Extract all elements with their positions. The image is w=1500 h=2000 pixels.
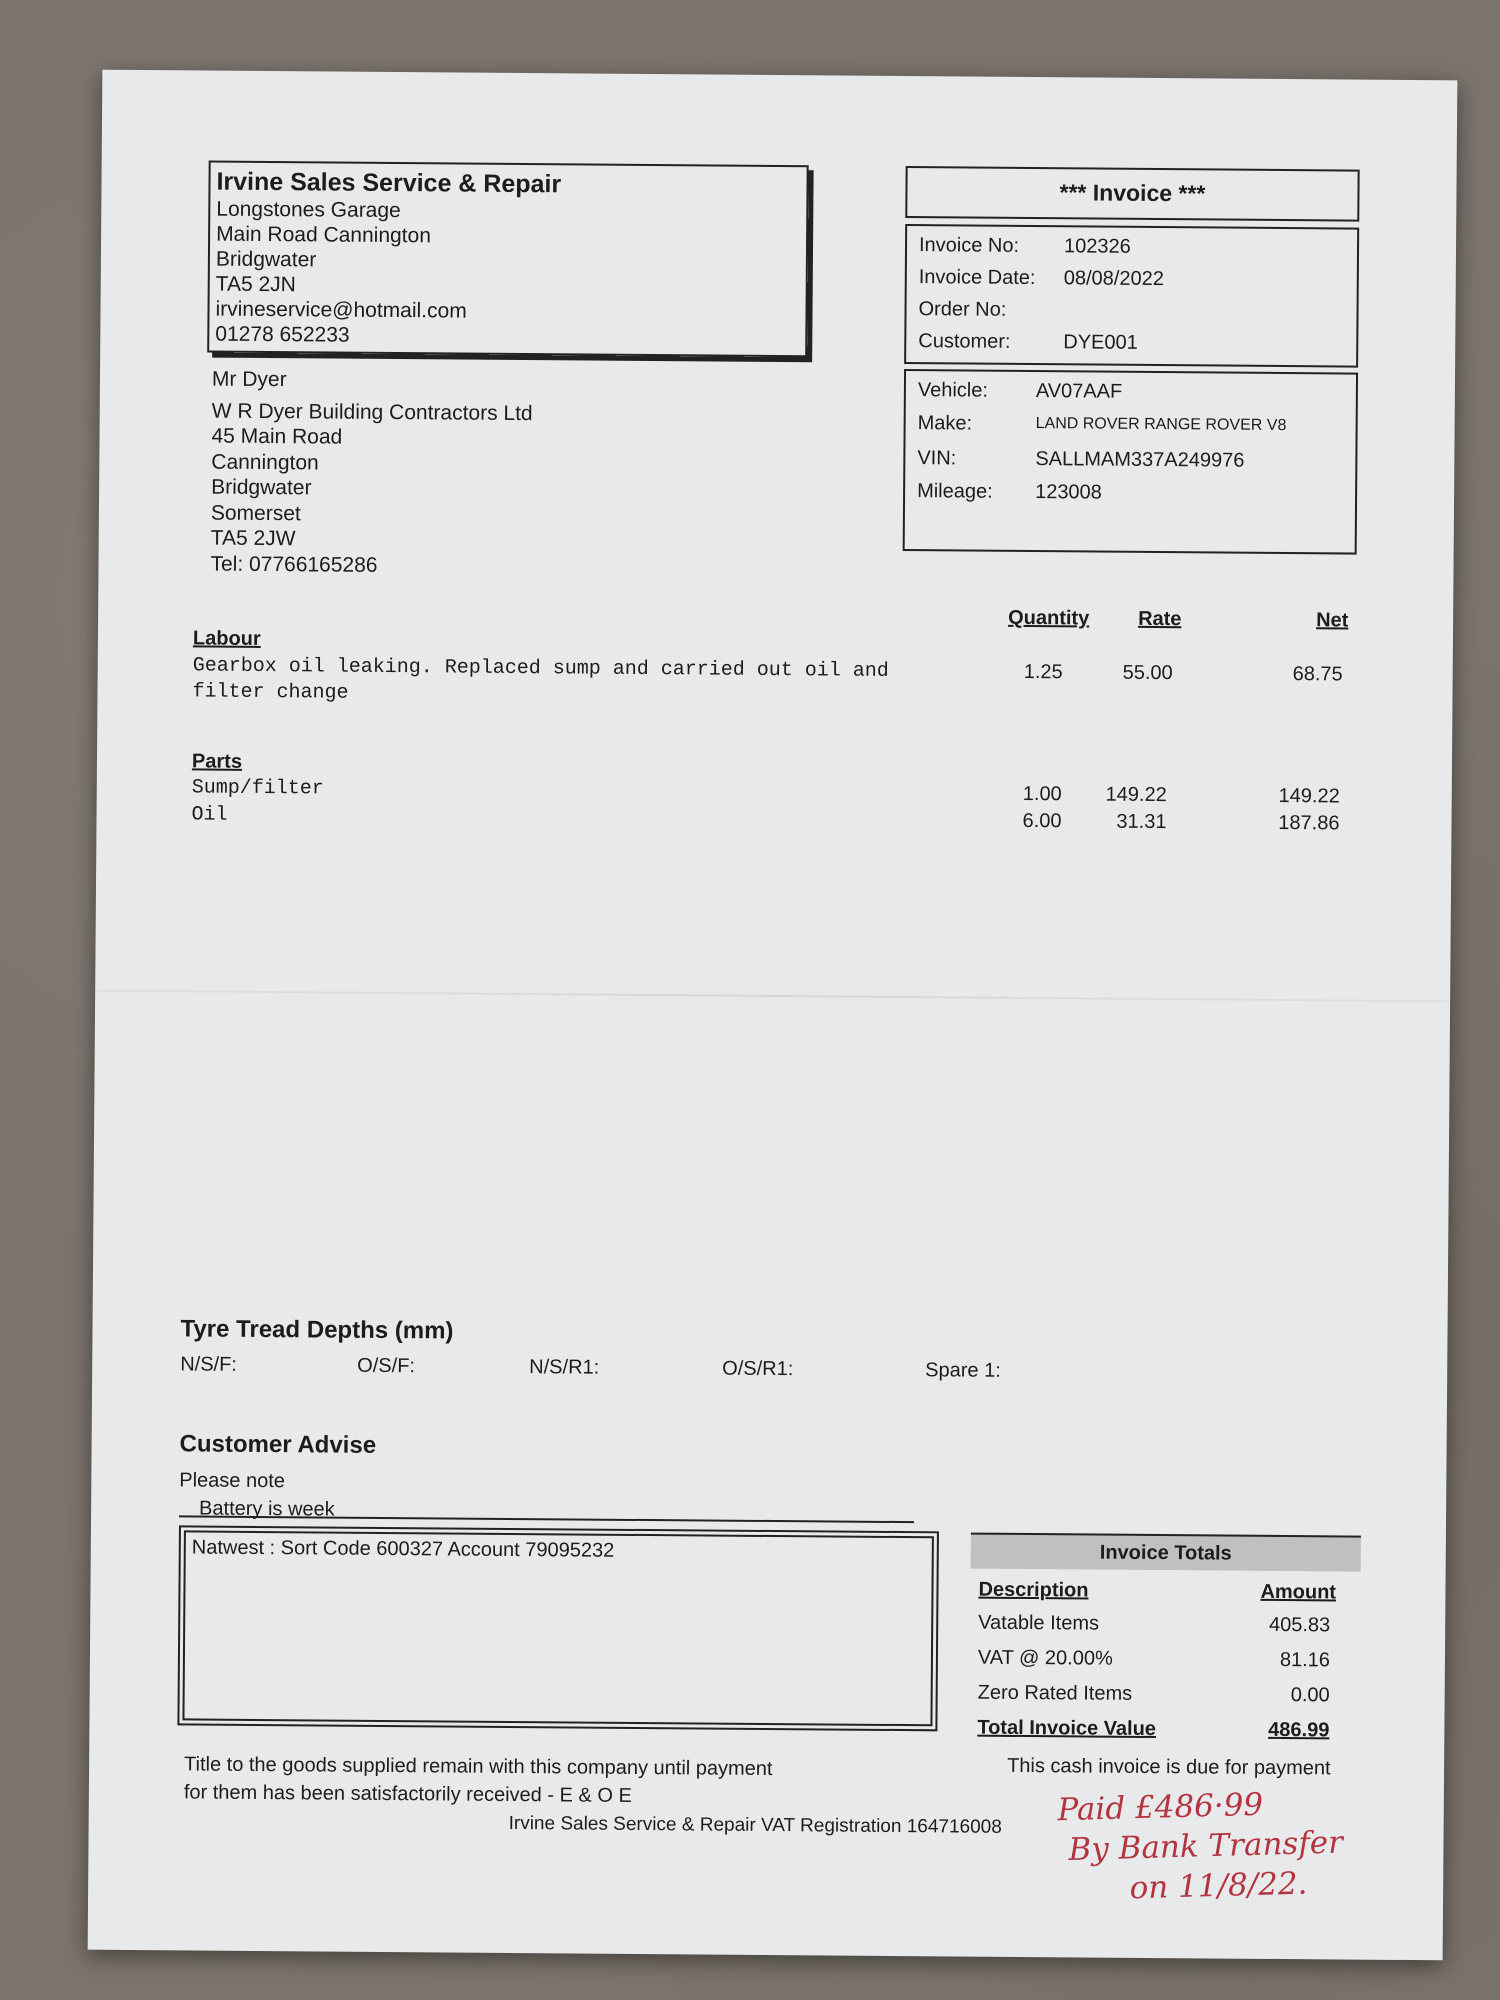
part-quantity: 6.00 — [1022, 809, 1062, 833]
vatable-items-amount: 405.83 — [1268, 1613, 1331, 1637]
customer-code-value: DYE001 — [1063, 331, 1138, 354]
net-header: Net — [1316, 609, 1349, 632]
totals-amount-header: Amount — [1260, 1580, 1337, 1604]
vat-amount: 81.16 — [1279, 1649, 1331, 1672]
part-quantity: 1.00 — [1022, 782, 1062, 806]
customer-address-line: Bridgwater — [211, 475, 312, 500]
mileage-label: Mileage: — [917, 480, 993, 503]
zero-rated-label: Zero Rated Items — [977, 1681, 1133, 1705]
title-clause — [184, 1750, 773, 1811]
tyre-spare1-label: Spare 1: — [925, 1359, 1001, 1382]
tyre-osr1-label: O/S/R1: — [722, 1357, 794, 1381]
customer-postcode: TA5 2JW — [210, 526, 296, 551]
company-postcode: TA5 2JN — [215, 272, 296, 297]
labour-description — [192, 653, 889, 710]
tyre-nsf-label: N/S/F: — [180, 1353, 237, 1376]
handwritten-payment-note — [1057, 1783, 1345, 1911]
tyre-tread-heading: Tyre Tread Depths (mm) — [180, 1315, 454, 1345]
labour-description-line: Gearbox oil leaking. Replaced sump and carried out oil and — [192, 654, 889, 683]
quantity-header: Quantity — [1008, 606, 1090, 630]
title-clause-line: for them has been satisfactorily received - E & O E — [183, 1781, 632, 1807]
rate-header: Rate — [1138, 607, 1182, 631]
payment-due-note: This cash invoice is due for payment — [1007, 1754, 1331, 1780]
invoice-no-value: 102326 — [1063, 235, 1131, 258]
vehicle-value: AV07AAF — [1035, 380, 1123, 403]
advise-line: Please note — [179, 1469, 286, 1493]
invoice-title: *** Invoice *** — [905, 166, 1359, 222]
company-address-line: Main Road Cannington — [216, 222, 432, 248]
invoice-page — [88, 70, 1458, 1961]
customer-address-line: Cannington — [211, 450, 319, 474]
customer-address-line: Somerset — [210, 501, 301, 525]
part-description: Sump/filter — [191, 776, 324, 801]
company-name: Irvine Sales Service & Repair — [216, 167, 562, 199]
bank-details-box — [177, 1525, 939, 1731]
customer-company: W R Dyer Building Contractors Ltd — [211, 399, 533, 425]
part-net: 187.86 — [1278, 811, 1340, 835]
customer-code-label: Customer: — [918, 330, 1011, 353]
invoice-no-label: Invoice No: — [918, 234, 1020, 257]
advise-line: Battery is week — [199, 1497, 335, 1521]
handwritten-line: By Bank Transfer — [1068, 1824, 1344, 1868]
invoice-totals-heading: Invoice Totals — [971, 1533, 1361, 1572]
company-address-line: Longstones Garage — [216, 197, 401, 223]
labour-heading: Labour — [192, 627, 261, 650]
labour-rate: 55.00 — [1122, 661, 1173, 685]
mileage-value: 123008 — [1035, 481, 1102, 504]
parts-heading: Parts — [191, 750, 243, 773]
invoice-date-label: Invoice Date: — [918, 266, 1036, 290]
vehicle-label: Vehicle: — [917, 379, 989, 402]
vat-label: VAT @ 20.00% — [977, 1646, 1113, 1670]
customer-advise-heading: Customer Advise — [179, 1430, 377, 1459]
company-phone: 01278 652233 — [215, 322, 350, 347]
customer-address-line: 45 Main Road — [211, 424, 343, 449]
vat-registration: Irvine Sales Service & Repair VAT Registration 164716008 — [508, 1812, 1002, 1838]
part-description: Oil — [191, 803, 228, 827]
make-value: LAND ROVER RANGE ROVER V8 — [1035, 415, 1287, 435]
vatable-items-label: Vatable Items — [978, 1611, 1100, 1635]
handwritten-line: Paid £486·99 — [1056, 1786, 1264, 1829]
part-net: 149.22 — [1278, 784, 1340, 808]
part-rate: 31.31 — [1116, 810, 1167, 834]
customer-phone: Tel: 07766165286 — [210, 552, 378, 577]
part-rate: 149.22 — [1105, 783, 1167, 807]
labour-net: 68.75 — [1292, 663, 1343, 686]
handwritten-line: on 11/8/22. — [1129, 1865, 1308, 1907]
customer-name: Mr Dyer — [211, 367, 287, 392]
tyre-osf-label: O/S/F: — [357, 1354, 416, 1378]
labour-quantity: 1.25 — [1023, 660, 1063, 684]
labour-description-line: filter change — [192, 680, 349, 705]
make-label: Make: — [917, 412, 973, 435]
total-invoice-value-amount: 486.99 — [1268, 1718, 1330, 1742]
company-email: irvineservice@hotmail.com — [215, 297, 467, 323]
tyre-nsr1-label: N/S/R1: — [529, 1356, 600, 1379]
vehicle-info-box — [903, 369, 1358, 555]
company-address-line: Bridgwater — [215, 247, 317, 272]
totals-description-header: Description — [978, 1578, 1089, 1602]
total-invoice-value-label: Total Invoice Value — [977, 1716, 1157, 1741]
title-clause-line: Title to the goods supplied remain with this company until payment — [184, 1753, 773, 1781]
vin-value: SALLMAM337A249976 — [1035, 448, 1245, 472]
customer-address — [210, 367, 533, 580]
invoice-info-box — [904, 224, 1359, 368]
bank-details: Natwest : Sort Code 600327 Account 79095232 — [182, 1530, 933, 1726]
invoice-date-value: 08/08/2022 — [1063, 267, 1164, 291]
company-box — [207, 161, 808, 358]
vin-label: VIN: — [917, 447, 957, 470]
order-no-label: Order No: — [918, 298, 1007, 321]
zero-rated-amount: 0.00 — [1290, 1684, 1330, 1707]
